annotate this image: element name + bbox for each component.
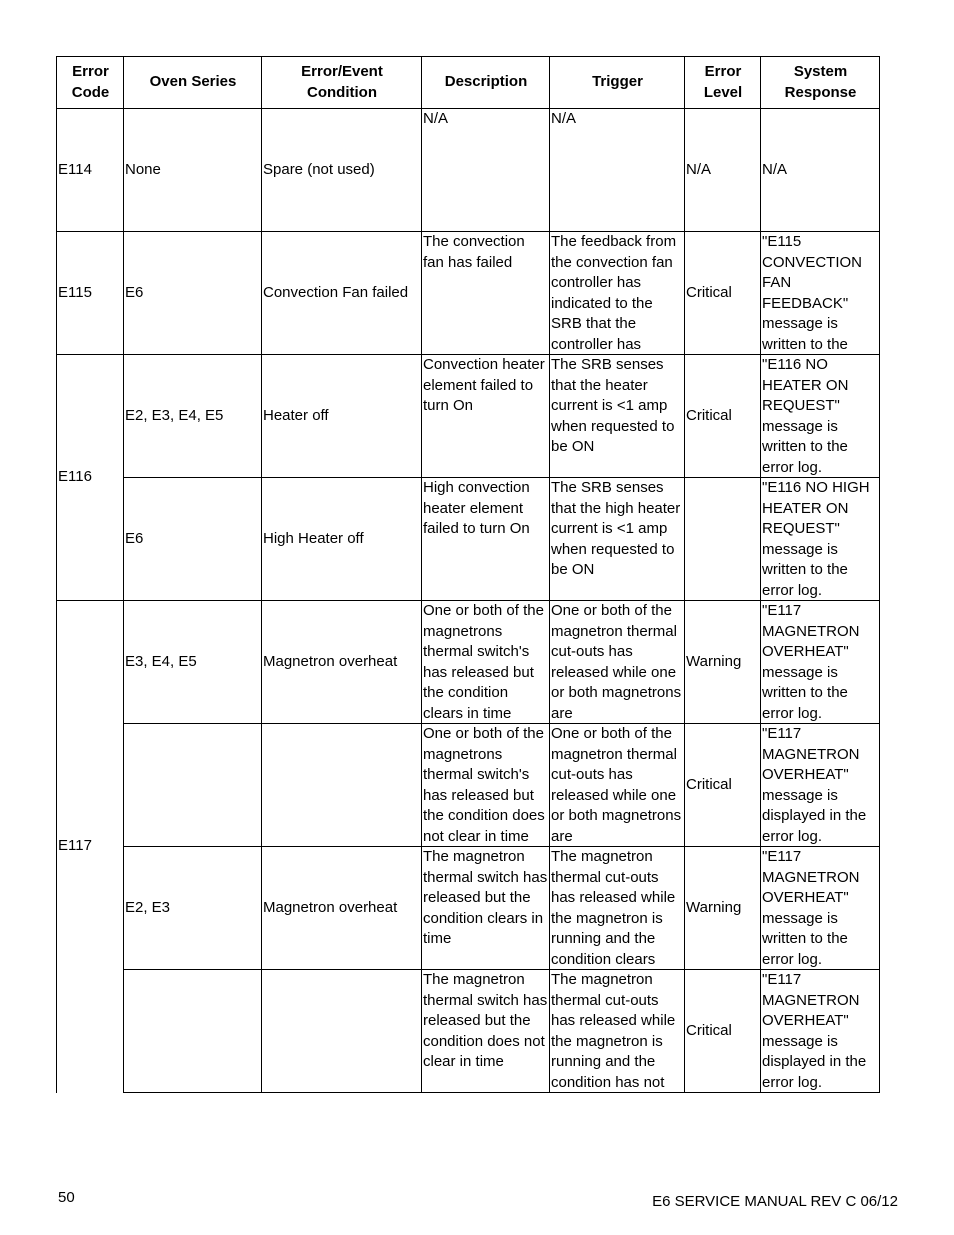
cell-description: N/A [422,109,550,232]
cell-condition: Magnetron overheat [262,601,422,724]
header-error-code: Error Code [57,57,124,109]
cell-description: Convection heater element failed to turn On [422,355,550,478]
cell-series: E2, E3, E4, E5 [124,355,262,478]
cell-description: One or both of the magnetrons thermal switch's has released but the condition clears in time [422,601,550,724]
cell-series: None [124,109,262,232]
header-error-level: Error Level [685,57,761,109]
cell-condition: Heater off [262,355,422,478]
cell-level: Critical [685,970,761,1093]
cell-response: N/A [761,109,880,232]
cell-code: E115 [57,232,124,355]
cell-level: Critical [685,724,761,847]
table-row-e117-a [57,601,880,724]
table-row-e117-c [57,847,880,970]
cell-condition [262,724,422,847]
cell-trigger: The feedback from the convection fan controller has indicated to the SRB that the controller has [550,232,685,355]
cell-response: "E117 MAGNETRON OVERHEAT" message is written to the error log. [761,601,880,724]
page-number: 50 [58,1189,75,1206]
cell-trigger: One or both of the magnetron thermal cut-outs has released while one or both magnetrons are [550,724,685,847]
header-trigger: Trigger [550,57,685,109]
table-header-row [57,57,880,109]
cell-trigger: N/A [550,109,685,232]
cell-trigger: One or both of the magnetron thermal cut-outs has released while one or both magnetrons are [550,601,685,724]
cell-level: Critical [685,232,761,355]
cell-series [124,724,262,847]
cell-condition: Spare (not used) [262,109,422,232]
table-row-e117-b [57,724,880,847]
cell-trigger: The magnetron thermal cut-outs has released while the magnetron is running and the condition clears [550,847,685,970]
table-row-e116-a [57,355,880,478]
cell-level: Critical [685,355,761,478]
cell-series: E6 [124,478,262,601]
cell-condition: Magnetron overheat [262,847,422,970]
cell-series: E2, E3 [124,847,262,970]
cell-trigger: The SRB senses that the high heater current is <1 amp when requested to be ON [550,478,685,601]
cell-condition: High Heater off [262,478,422,601]
cell-level [685,478,761,601]
table-row-e117-d [57,970,880,1093]
table-row-e115 [57,232,880,355]
cell-level: Warning [685,847,761,970]
error-code-table [56,56,880,1093]
cell-description: The magnetron thermal switch has released but the condition clears in time [422,847,550,970]
cell-code: E116 [57,355,124,601]
table-row-e114 [57,109,880,232]
cell-response: "E116 NO HIGH HEATER ON REQUEST" message is written to the error log. [761,478,880,601]
cell-series [124,970,262,1093]
cell-condition: Convection Fan failed [262,232,422,355]
cell-description: The convection fan has failed [422,232,550,355]
header-system-response: System Response [761,57,880,109]
cell-response: "E117 MAGNETRON OVERHEAT" message is displayed in the error log. [761,724,880,847]
cell-trigger: The magnetron thermal cut-outs has released while the magnetron is running and the condition has not [550,970,685,1093]
cell-condition [262,970,422,1093]
cell-trigger: The SRB senses that the heater current is <1 amp when requested to be ON [550,355,685,478]
cell-code: E114 [57,109,124,232]
header-description: Description [422,57,550,109]
cell-series: E3, E4, E5 [124,601,262,724]
cell-description: One or both of the magnetrons thermal switch's has released but the condition does not clear in time [422,724,550,847]
header-error-condition: Error/Event Condition [262,57,422,109]
cell-response: "E116 NO HEATER ON REQUEST" message is written to the error log. [761,355,880,478]
cell-level: N/A [685,109,761,232]
cell-response: "E117 MAGNETRON OVERHEAT" message is written to the error log. [761,847,880,970]
document-title: E6 SERVICE MANUAL REV C 06/12 [652,1193,898,1210]
header-oven-series: Oven Series [124,57,262,109]
cell-code: E117 [57,601,124,1093]
table-row-e116-b [57,478,880,601]
cell-level: Warning [685,601,761,724]
cell-description: High convection heater element failed to turn On [422,478,550,601]
cell-response: "E115 CONVECTION FAN FEEDBACK" message is written to the [761,232,880,355]
cell-series: E6 [124,232,262,355]
cell-description: The magnetron thermal switch has released but the condition does not clear in time [422,970,550,1093]
cell-response: "E117 MAGNETRON OVERHEAT" message is displayed in the error log. [761,970,880,1093]
